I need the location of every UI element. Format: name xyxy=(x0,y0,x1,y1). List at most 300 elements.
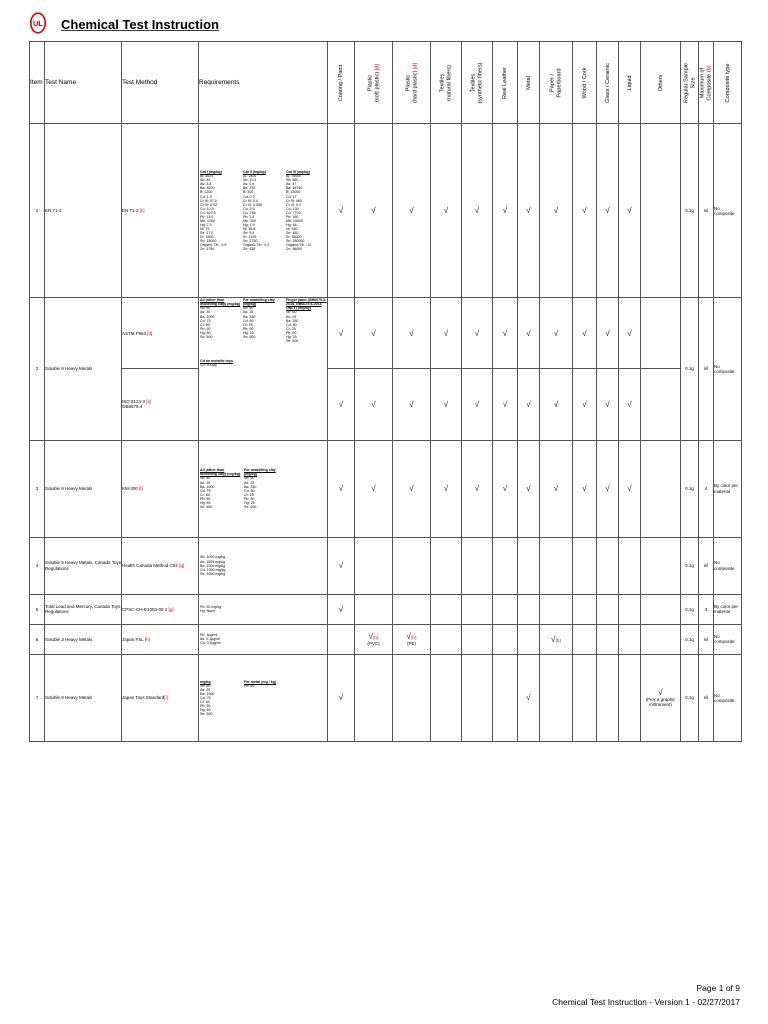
check-cell xyxy=(641,624,681,654)
req-line: B: 1200 xyxy=(200,190,213,195)
req-line: Ba: 1000 xyxy=(200,484,215,489)
check-cell xyxy=(619,594,641,624)
col-composite-type: Composite type xyxy=(714,42,742,124)
req-line: Cd: 75 xyxy=(200,488,211,493)
sample-size: 0.1g xyxy=(681,124,699,298)
col-natural-textiles: Textiles (natural fibers) xyxy=(431,42,462,124)
req-line: Cu: 156 xyxy=(243,210,256,215)
test-name: Soluble 8 Heavy Metals xyxy=(45,654,122,741)
table-row xyxy=(30,440,742,537)
req-line: Se: 500 xyxy=(200,712,213,717)
req-line: Cu: 7700 xyxy=(286,210,301,215)
item-number: 2 xyxy=(30,298,45,440)
req-line: Sb: 560 xyxy=(286,178,299,183)
req-line: Hg: 60 xyxy=(200,330,211,335)
req-line: Ba: 250 xyxy=(286,318,299,323)
max-composite: 4 xyxy=(699,440,714,537)
req-line: Se: 500 xyxy=(244,504,257,509)
requirements xyxy=(199,298,328,440)
col-soft-plastic: Plastic (soft plastic) [d] xyxy=(355,42,393,124)
check-cell: √ xyxy=(493,124,518,298)
req-line: Co: 10.5 xyxy=(200,206,214,211)
req-line: Se: 9.4 xyxy=(243,230,255,235)
check-cell: √ xyxy=(462,298,493,369)
check-cell: √ xyxy=(431,124,462,298)
col-hard-plastic: Plastic (hard plastic) [d] xyxy=(393,42,431,124)
check-cell: √ xyxy=(493,298,518,369)
document-title: Chemical Test Instruction xyxy=(61,17,219,32)
check-cell xyxy=(518,594,540,624)
req-line: Ba: 1500 xyxy=(200,186,215,191)
req-line: Sb: 60 xyxy=(200,306,211,311)
check-cell xyxy=(540,537,573,594)
check-cell xyxy=(597,624,619,654)
req-line: Cr III: 9.4 xyxy=(243,198,258,203)
test-name: Soluble 8 Heavy Metals xyxy=(45,298,122,440)
composite-type: No composite xyxy=(714,537,742,594)
item-number: 3 xyxy=(30,440,45,537)
table-row xyxy=(30,624,742,654)
check-cell xyxy=(619,624,641,654)
req-line: Sb: 45 xyxy=(200,178,211,183)
check-cell xyxy=(431,654,462,741)
svg-text:UL: UL xyxy=(33,19,43,28)
check-cell: √ xyxy=(328,369,355,440)
check-cell xyxy=(493,624,518,654)
req-column: All (other than modelling clay) (mg/kg) Sb: 60 As: 25 Ba: 1000 Cd: 75 Cr: 60 Pb: 90 Hg: 60 Se: 500 xyxy=(200,298,241,339)
req-line: Se: 1000 mg/kg xyxy=(200,571,226,576)
check-cell xyxy=(573,624,597,654)
req-line: Mn: 15000 xyxy=(286,218,303,223)
test-method: ASTM F963 [d] xyxy=(122,298,199,369)
req-line: Hg: 7.5 xyxy=(200,222,212,227)
req-line: As: 47 xyxy=(286,182,297,187)
req-line: Sn: 3750 xyxy=(243,239,258,244)
req-line: Zn: 938 xyxy=(243,247,256,252)
check-cell xyxy=(641,369,681,440)
req-line: Pb: 90 xyxy=(244,496,255,501)
check-cell xyxy=(355,654,393,741)
req-line: Se: 500 xyxy=(243,334,256,339)
req-column: For modelling clay (mg/kg) Sb: 60 As: 25 Ba: 250 Cd: 50 Cr: 25 Pb: 90 Hg: 25 Se: 500 xyxy=(244,468,286,508)
composite-type: No composite xyxy=(714,654,742,741)
col-others: Others xyxy=(641,42,681,124)
req-line: Al: 70000 xyxy=(286,174,302,179)
req-line: As: 0.9 xyxy=(243,182,255,187)
test-method: Health Canada Method C02 [g] xyxy=(122,537,199,594)
check-cell xyxy=(431,624,462,654)
check-cell: √ xyxy=(328,537,355,594)
check-cell: √ xyxy=(431,369,462,440)
req-line: Cr VI: 0.2 xyxy=(286,202,302,207)
check-cell xyxy=(573,594,597,624)
check-cell: √ xyxy=(493,440,518,537)
check-cell: √ xyxy=(518,369,540,440)
req-line: Sn: 180000 xyxy=(286,239,305,244)
sample-size: 0.1g xyxy=(681,440,699,537)
req-line: Pb: 90 xyxy=(200,703,211,708)
check-cell xyxy=(355,537,393,594)
max-composite: nil xyxy=(699,298,714,440)
col-requirements: Requirements xyxy=(199,42,328,124)
req-line: Cr: 60 xyxy=(200,492,210,497)
chemical-test-table xyxy=(29,41,741,742)
req-line: Cr VI: 0.02 xyxy=(200,202,218,207)
req-line: Co: 130 xyxy=(286,206,299,211)
check-cell xyxy=(573,654,597,741)
check-cell: √ xyxy=(573,440,597,537)
req-line: Hg: 60 xyxy=(200,708,211,713)
test-name: Soluble 8 Heavy Metals xyxy=(45,440,122,537)
test-method: EN 71-3 [c] xyxy=(122,124,199,298)
req-line: Organic Tin : 0.9 xyxy=(200,243,227,248)
table-row xyxy=(30,654,742,741)
check-cell: √ xyxy=(462,440,493,537)
check-cell: √ xyxy=(393,440,431,537)
col-item: Item xyxy=(30,42,45,124)
check-cell: √ xyxy=(597,440,619,537)
req-line: Sb: 60 xyxy=(286,310,297,315)
check-cell xyxy=(540,654,573,741)
check-cell xyxy=(641,594,681,624)
req-line: Cd: 0.3 xyxy=(243,194,255,199)
req-line: Cd: 50 xyxy=(286,322,297,327)
sample-size: 0.1g xyxy=(681,594,699,624)
req-line: Hg: None xyxy=(200,609,216,614)
check-cell xyxy=(641,124,681,298)
item-number: 7 xyxy=(30,654,45,741)
check-cell xyxy=(493,594,518,624)
check-cell xyxy=(518,537,540,594)
max-composite: 3 xyxy=(699,594,714,624)
req-line: As: 25 xyxy=(244,480,255,485)
req-line: Ba: 375 xyxy=(243,186,256,191)
req-line: Ni: 18.8 xyxy=(243,226,256,231)
req-line: Sb: 1000 mg/kg xyxy=(200,555,226,560)
composite-type: No composite xyxy=(714,624,742,654)
check-cell: √ xyxy=(393,369,431,440)
check-cell xyxy=(641,298,681,369)
check-cell: √ xyxy=(431,440,462,537)
req-line: Cd: 50 xyxy=(244,488,255,493)
req-line: Pb: 3.4 xyxy=(243,214,255,219)
req-extra: Cd on metallic toys Cd: 200µg xyxy=(200,358,233,367)
max-composite: nil xyxy=(699,624,714,654)
check-cell: √ xyxy=(328,124,355,298)
req-column: Cat I (mg/kg) Al: 5625 Sb: 45 As: 3.8 Ba: 1500 B: 1200 Cd: 1.3 Cr III: 37.5 Cr VI: 0.02 Co: 10.5 Cu: 622.5 Pb: 13.5 Mn: 1200 Hg: 7.5 Ni: 75 Se: 37.5 Sr: 4500 Sn: 15000 Organic Tin : 0.9 Zn: 3750 xyxy=(200,170,241,251)
item-number: 1 xyxy=(30,124,45,298)
max-composite: nil xyxy=(699,537,714,594)
check-cell xyxy=(328,624,355,654)
requirements xyxy=(199,594,328,624)
check-cell: √ xyxy=(462,124,493,298)
test-name: Soluble 5 Heavy Metals, Canada Toys Regulations xyxy=(45,537,122,594)
check-cell xyxy=(619,537,641,594)
sample-size: 0.1g xyxy=(681,537,699,594)
req-column: Finger paint (GB6675.4-2014, GB6675.4-2014 ONLY) (mg/kg) Sb: 60 As: 25 Ba: 250 Cd: 50 Cr: 25 Pb: 90 Hg: 25 Se: 500 xyxy=(286,298,327,343)
check-cell: √ xyxy=(328,298,355,369)
check-cell: √ xyxy=(619,440,641,537)
document-version: Chemical Test Instruction - Version 1 - 02/27/2017 xyxy=(552,997,740,1007)
check-cell: √ xyxy=(619,298,641,369)
check-cell: √ xyxy=(493,369,518,440)
req-line: Hg: 25 xyxy=(244,500,255,505)
req-line: As: 25 xyxy=(200,480,211,485)
req-line: Cr: 25 xyxy=(244,492,254,497)
req-line: Cd: 0.5µg/ml xyxy=(200,641,221,646)
sample-size: 0.1g xyxy=(681,298,699,440)
req-line: Hg: 1.9 xyxy=(243,222,255,227)
header-row xyxy=(30,42,742,124)
req-line: As: 25 xyxy=(200,687,211,692)
req-line: Sb: 60 xyxy=(200,683,211,688)
check-cell xyxy=(462,624,493,654)
table-subrow xyxy=(30,369,742,440)
check-cell: √ xyxy=(393,298,431,369)
check-cell xyxy=(393,654,431,741)
req-line: Se: 460 xyxy=(286,230,299,235)
requirements xyxy=(199,124,328,298)
req-line: Sn: 15000 xyxy=(200,239,217,244)
req-line: Cd: 1000 mg/kg xyxy=(200,567,226,572)
req-line: Cr: 60 xyxy=(200,699,210,704)
table-row xyxy=(30,298,742,369)
req-line: Pb: 90 mg/kg xyxy=(200,605,222,610)
composite-type: By color per material xyxy=(714,594,742,624)
req-line: Ba: 18750 xyxy=(286,186,303,191)
req-line: Cd: 17 xyxy=(286,194,297,199)
req-line: Sb: 60 xyxy=(243,306,254,311)
check-cell xyxy=(641,537,681,594)
req-line: Mn: 300 xyxy=(243,218,256,223)
req-line: Cd: 75 xyxy=(200,318,211,323)
req-line: Cr VI: 0.005 xyxy=(243,202,263,207)
col-real-leather: Real Leather xyxy=(493,42,518,124)
req-line: Ni: 75 xyxy=(200,226,210,231)
check-cell: √ xyxy=(355,369,393,440)
table-row xyxy=(30,594,742,624)
req-line: Sr: 4500 xyxy=(200,235,214,239)
req-line: Ni: 930 xyxy=(286,226,298,231)
req-line: Hg: 25 xyxy=(243,330,254,335)
test-method: Japan FSL [h] xyxy=(122,624,199,654)
composite-type: No composite xyxy=(714,298,742,440)
check-cell: √ xyxy=(597,124,619,298)
sample-size: 0.1g xyxy=(681,654,699,741)
check-cell: √ xyxy=(573,124,597,298)
check-cell: √ xyxy=(355,440,393,537)
check-cell: √ xyxy=(518,124,540,298)
req-line: As: 25 xyxy=(286,314,297,319)
col-coating-paint: Coating / Paint xyxy=(328,42,355,124)
col-metal: Metal xyxy=(518,42,540,124)
check-cell: √ xyxy=(431,298,462,369)
req-line: Sb: 11.3 xyxy=(243,178,257,183)
check-cell: √ xyxy=(355,124,393,298)
req-line: Cd: 75 xyxy=(200,695,211,700)
check-cell xyxy=(393,537,431,594)
req-line: Hg: 25 xyxy=(286,334,297,339)
check-cell xyxy=(462,537,493,594)
check-cell xyxy=(573,537,597,594)
check-cell: √ xyxy=(328,594,355,624)
req-column: mg/kg Sb: 60 As: 25 Ba: 1000 Cd: 75 Cr: 60 Pb: 90 Hg: 60 Se: 500 xyxy=(200,680,242,716)
check-cell xyxy=(619,654,641,741)
req-line: Ba: 250 xyxy=(243,314,256,319)
check-cell: √ xyxy=(540,440,573,537)
check-cell: √ xyxy=(540,369,573,440)
col-wood-cork: Wood / Cork xyxy=(573,42,597,124)
check-cell: √ xyxy=(597,298,619,369)
req-line: Hg: 94 xyxy=(286,222,297,227)
requirements xyxy=(199,624,328,654)
max-composite: nil xyxy=(699,124,714,298)
req-column: Cat II (mg/kg) Al: 1406 Sb: 11.3 As: 0.9 Ba: 375 B: 300 Cd: 0.3 Cr III: 9.4 Cr VI: 0.005 Co: 2.6 Cu: 156 Pb: 3.4 Mn: 300 Hg: 1.9 Ni: 18.8 Se: 9.4 Sr: 1125 Sn: 3750 Organic Tin : 0.2 Zn: 938 xyxy=(243,170,284,251)
req-line: As: 25 xyxy=(200,310,211,315)
check-cell xyxy=(462,654,493,741)
req-line: Cr: 25 xyxy=(243,322,253,327)
req-line: Pb: 90 xyxy=(200,326,211,331)
req-line: Se: 37.5 xyxy=(200,230,214,235)
col-synthetic-textiles: Textiles (synthetic fibers) xyxy=(462,42,493,124)
req-line: Cr: 60 xyxy=(200,322,210,327)
req-line: Pb: 90 xyxy=(286,330,297,335)
req-line: B: 300 xyxy=(243,190,254,195)
req-line: Hg: 60 xyxy=(200,500,211,505)
check-cell: √ xyxy=(573,298,597,369)
check-cell xyxy=(597,654,619,741)
test-name: Total Lead and Mercury, Canada Toys Regulations xyxy=(45,594,122,624)
col-paper: Paper / Paperboard xyxy=(540,42,573,124)
check-cell: √(h) (PVC) xyxy=(355,624,393,654)
check-cell: √ xyxy=(328,654,355,741)
req-line: B: 15000 xyxy=(286,190,301,195)
check-cell: √ xyxy=(328,440,355,537)
page-number: Page 1 of 9 xyxy=(696,983,740,993)
req-line: Co: 2.6 xyxy=(243,206,255,211)
check-cell xyxy=(462,594,493,624)
req-line: Se: 500 xyxy=(286,338,299,343)
test-method: ISO 8124-3 [e] GB6675.4 xyxy=(122,369,199,440)
req-line: Se: 500 xyxy=(200,504,213,509)
req-line: Pb: 160 xyxy=(286,214,299,219)
composite-type: By color per material xyxy=(714,440,742,537)
requirements xyxy=(199,537,328,594)
req-line: Ba: 1000 xyxy=(200,691,215,696)
req-line: Sr: 1125 xyxy=(243,235,257,239)
req-line: Sr: 56000 xyxy=(286,235,302,239)
check-cell: √ (Pick a graphic instrument) xyxy=(641,654,681,741)
req-line: Se: 500 xyxy=(200,334,213,339)
table-row xyxy=(30,537,742,594)
req-line: Sb: 60 xyxy=(244,476,255,481)
req-line: As: 1000 mg/kg xyxy=(200,559,225,564)
check-cell: √ xyxy=(619,369,641,440)
check-cell: √ xyxy=(518,654,540,741)
req-line: Cd: 1.3 xyxy=(200,194,212,199)
check-cell xyxy=(493,537,518,594)
req-line: Zn: 46000 xyxy=(286,247,303,252)
check-cell: √ xyxy=(573,369,597,440)
check-cell: √ xyxy=(355,298,393,369)
test-name: Soluble 3 Heavy Metals xyxy=(45,624,122,654)
req-line: Cr III: 460 xyxy=(286,198,302,203)
check-cell xyxy=(641,440,681,537)
check-cell xyxy=(393,594,431,624)
test-method: Japan Toys Standard[i] xyxy=(122,654,199,741)
check-cell xyxy=(518,624,540,654)
requirements xyxy=(199,440,328,537)
req-line: Pb: 90 xyxy=(200,496,211,501)
req-line: Cd: 50 xyxy=(243,318,254,323)
composite-type: No composite xyxy=(714,124,742,298)
check-cell: √ xyxy=(619,124,641,298)
col-test-name: Test Name xyxy=(45,42,122,124)
check-cell xyxy=(431,537,462,594)
col-max-composite: Maximum of Composite (b) xyxy=(699,42,714,124)
col-glass-ceramic: Glass / Ceramic xyxy=(597,42,619,124)
item-number: 5 xyxy=(30,594,45,624)
check-cell xyxy=(431,594,462,624)
col-liquid: Liquid xyxy=(619,42,641,124)
req-line: Organic Tin : 0.2 xyxy=(243,243,270,248)
req-line: Al: 5625 xyxy=(200,174,214,179)
req-column: For modelling clay (mg/kg) Sb: 60 As: 25 Ba: 250 Cd: 50 Cr: 25 Pb: 90 Hg: 25 Se: 500 xyxy=(243,298,284,338)
check-cell xyxy=(597,594,619,624)
check-cell: √ xyxy=(393,124,431,298)
req-line: As: 0.1µg/ml xyxy=(200,637,221,642)
req-line: Cr: 25 xyxy=(286,326,296,331)
check-cell: √ xyxy=(540,124,573,298)
req-line: Mn: 1200 xyxy=(200,218,215,223)
req-line: As: 3.8 xyxy=(200,182,212,187)
req-line: Pb: 90 xyxy=(244,683,255,688)
ul-logo xyxy=(30,12,46,34)
item-number: 4 xyxy=(30,537,45,594)
check-cell: √(h) xyxy=(540,624,573,654)
req-column: For metal (mg / kg) Pb: 90 xyxy=(244,680,286,688)
table-row xyxy=(30,124,742,298)
col-sample-size: Regular Sample Size xyxy=(681,42,699,124)
check-cell: √ xyxy=(518,298,540,369)
sample-size: 0.1g xyxy=(681,624,699,654)
req-line: Ba: 1000 xyxy=(200,314,215,319)
check-cell xyxy=(597,537,619,594)
req-line: Zn: 3750 xyxy=(200,247,215,252)
req-column: All (other than modelling clay) (mg/kg) Sb: 60 As: 25 Ba: 1000 Cd: 75 Cr: 60 Pb: 90 Hg: 60 Se: 500 xyxy=(200,468,241,509)
check-cell: √ xyxy=(462,369,493,440)
check-cell xyxy=(493,654,518,741)
check-cell: √ xyxy=(518,440,540,537)
req-line: Cr III: 37.5 xyxy=(200,198,217,203)
req-line: Ba: 1000 mg/kg xyxy=(200,563,226,568)
requirements xyxy=(199,654,328,741)
req-column: Cat III (mg/kg) Al: 70000 Sb: 560 As: 47 Ba: 18750 B: 15000 Cd: 17 Cr III: 460 Cr VI: 0.2 Co: 130 Cu: 7700 Pb: 160 Mn: 15000 Hg: 94 Ni: 930 Se: 460 Sr: 56000 Sn: 180000 Organic Tin : 12 Zn: 46000 xyxy=(286,170,327,251)
req-line: As: 25 xyxy=(243,310,254,315)
req-line: Organic Tin : 12 xyxy=(286,243,312,248)
test-method: KM-300 [f] xyxy=(122,440,199,537)
col-test-method: Test Method xyxy=(122,42,199,124)
req-line: Cu: 622.5 xyxy=(200,210,216,215)
req-line: Pb: 13.5 xyxy=(200,214,214,219)
check-cell: √ xyxy=(597,369,619,440)
item-number: 6 xyxy=(30,624,45,654)
req-line: Sb: 60 xyxy=(200,476,211,481)
req-line: Al: 1406 xyxy=(243,174,257,179)
test-method: CPSC-CH-E1003-09.1 [g] xyxy=(122,594,199,624)
check-cell xyxy=(355,594,393,624)
req-line: Ba: 250 xyxy=(244,484,257,489)
